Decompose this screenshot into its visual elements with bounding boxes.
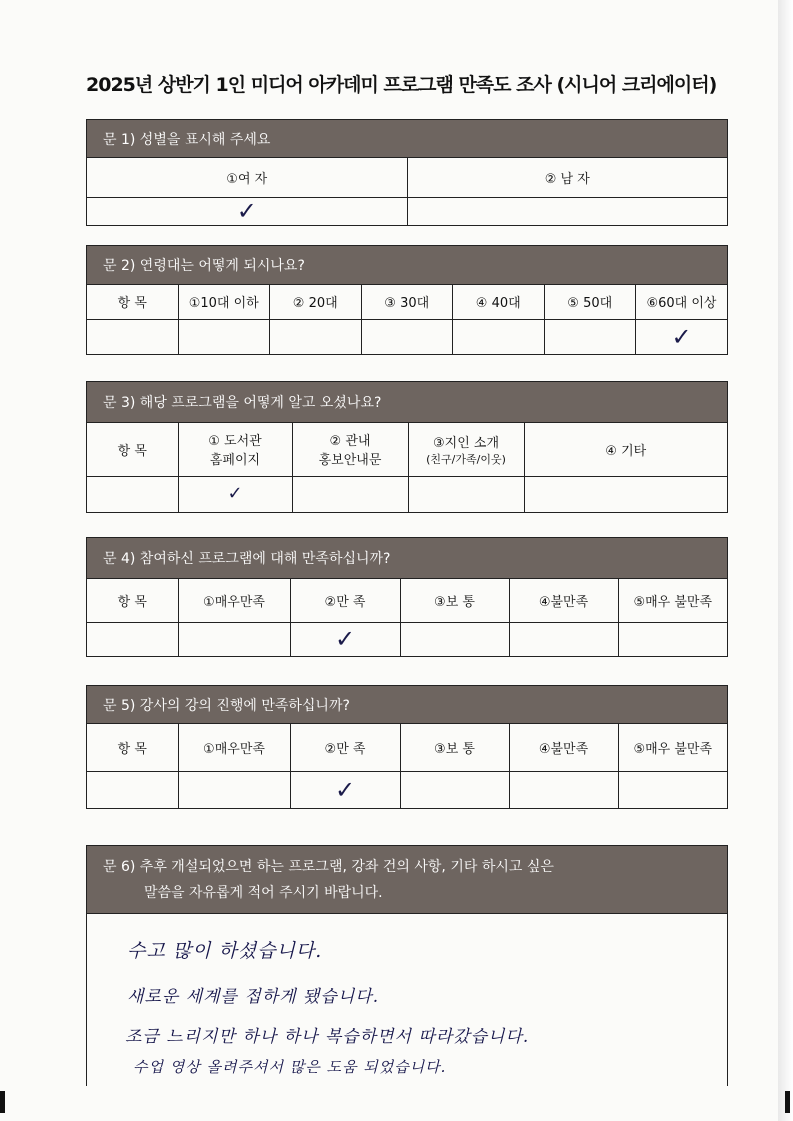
q6-answer-area[interactable] [87, 914, 727, 1086]
q3-option-1[interactable] [178, 423, 292, 476]
question-2-header [87, 246, 727, 285]
q4-answer-5[interactable] [618, 622, 727, 656]
q3-option-1-line2: 홈페이지 [209, 453, 261, 469]
q2-option-2[interactable]: ② 20대 [270, 285, 362, 319]
q3-option-2[interactable] [292, 423, 408, 476]
question-1 [86, 119, 728, 226]
q2-answer-5[interactable] [544, 319, 636, 354]
q2-item-header: 항 목 [87, 285, 178, 319]
q3-option-2-line1: ② 관내 [329, 434, 371, 450]
question-5 [86, 685, 728, 809]
question-4-label: 문 4) 참여하신 프로그램에 대해 만족하십니까? [103, 551, 391, 567]
question-2-table [87, 285, 727, 354]
q4-option-4[interactable]: ④불만족 [509, 579, 618, 622]
q5-answer-3[interactable] [400, 771, 509, 808]
q2-answer-item [87, 319, 178, 354]
q1-option-male[interactable]: ② 남 자 [407, 158, 727, 197]
q3-item-header: 항 목 [87, 423, 178, 476]
q3-option-3-line2: (친구/가족/이웃) [426, 452, 506, 466]
question-3-table [87, 423, 727, 512]
q3-option-4[interactable] [524, 423, 727, 476]
q4-option-5[interactable]: ⑤매우 불만족 [618, 579, 727, 622]
q1-answer-male[interactable] [407, 197, 727, 225]
q5-option-1[interactable]: ①매우만족 [178, 724, 290, 771]
question-4-table [87, 579, 727, 656]
question-3-header [87, 382, 727, 423]
question-6-label-line1: 문 6) 추후 개설되었으면 하는 프로그램, 강좌 건의 사항, 기타 하시고 싶은 [103, 858, 554, 875]
q6-handwritten-line-3: 조금 느리지만 하나 하나 복습하면서 따라갔습니다. [125, 1027, 530, 1047]
q4-option-3[interactable]: ③보 통 [400, 579, 509, 622]
question-3-label: 문 3) 해당 프로그램을 어떻게 알고 오셨나요? [103, 395, 382, 411]
q6-handwritten-line-2: 새로운 세계를 접하게 됐습니다. [127, 987, 380, 1007]
q6-handwritten-line-1: 수고 많이 하셨습니다. [127, 940, 323, 962]
survey-title: 2025년 상반기 1인 미디어 아카데미 프로그램 만족도 조사 (시니어 크리에이터) [86, 74, 717, 96]
q4-option-1[interactable]: ①매우만족 [178, 579, 290, 622]
q2-answer-3[interactable] [361, 319, 453, 354]
scan-mark-left [0, 1091, 5, 1113]
q2-answer-6[interactable] [636, 319, 728, 354]
question-6-header [87, 846, 727, 914]
q3-option-2-line2: 홍보안내문 [318, 453, 382, 469]
question-4 [86, 537, 728, 657]
q6-handwritten-line-4: 수업 영상 올려주셔서 많은 도움 되었습니다. [133, 1058, 447, 1076]
question-5-label: 문 5) 강사의 강의 진행에 만족하십니까? [103, 697, 350, 714]
paper-edge [778, 0, 793, 1121]
q3-answer-item [87, 476, 178, 512]
q4-answer-item [87, 622, 178, 656]
q5-item-header: 항 목 [87, 724, 178, 771]
question-5-table [87, 724, 727, 808]
q3-answer-4[interactable] [524, 476, 727, 512]
check-mark-icon: ✓ [236, 197, 257, 226]
scan-mark-right [785, 1091, 790, 1113]
q5-answer-5[interactable] [618, 771, 727, 808]
check-mark-icon: ✓ [671, 322, 692, 351]
check-mark-icon: ✓ [334, 775, 356, 804]
question-5-header [87, 686, 727, 724]
check-mark-icon: ✓ [227, 483, 243, 505]
q5-option-3[interactable]: ③보 통 [400, 724, 509, 771]
q3-answer-1[interactable] [178, 476, 292, 512]
q2-option-4[interactable]: ④ 40대 [453, 285, 545, 319]
q5-answer-item [87, 771, 178, 808]
q3-option-4-line1: ④ 기타 [605, 443, 647, 459]
q1-answer-female[interactable] [87, 197, 407, 225]
question-1-label: 문 1) 성별을 표시해 주세요 [103, 131, 271, 148]
question-6 [86, 845, 728, 1086]
q4-item-header: 항 목 [87, 579, 178, 622]
q2-option-3[interactable]: ③ 30대 [361, 285, 453, 319]
question-6-label-line2: 말씀을 자유롭게 적어 주시기 바랍니다. [144, 884, 383, 901]
q5-option-2[interactable]: ②만 족 [290, 724, 400, 771]
q4-option-2[interactable]: ②만 족 [290, 579, 400, 622]
q3-option-3[interactable] [408, 423, 524, 476]
q5-answer-2[interactable] [290, 771, 400, 808]
q2-answer-4[interactable] [453, 319, 545, 354]
q2-answer-2[interactable] [270, 319, 362, 354]
question-4-header [87, 538, 727, 579]
q3-answer-2[interactable] [292, 476, 408, 512]
q2-option-5[interactable]: ⑤ 50대 [544, 285, 636, 319]
q3-answer-3[interactable] [408, 476, 524, 512]
q2-answer-1[interactable] [178, 319, 270, 354]
q3-option-3-line1: ③지인 소개 [432, 435, 500, 451]
q3-option-1-line1: ① 도서관 [208, 434, 262, 450]
q1-option-female[interactable]: ①여 자 [87, 158, 407, 197]
q5-answer-1[interactable] [178, 771, 290, 808]
q4-answer-3[interactable] [400, 622, 509, 656]
q5-answer-4[interactable] [509, 771, 618, 808]
q4-answer-2[interactable] [290, 622, 400, 656]
question-2-label: 문 2) 연령대는 어떻게 되시나요? [103, 258, 305, 274]
question-2 [86, 245, 728, 355]
q2-option-1[interactable]: ①10대 이하 [178, 285, 270, 319]
question-3 [86, 381, 728, 513]
check-mark-icon: ✓ [334, 625, 356, 654]
q4-answer-1[interactable] [178, 622, 290, 656]
q4-answer-4[interactable] [509, 622, 618, 656]
question-1-header [87, 120, 727, 158]
question-1-table [87, 158, 727, 225]
q5-option-4[interactable]: ④불만족 [509, 724, 618, 771]
q2-option-6[interactable]: ⑥60대 이상 [636, 285, 728, 319]
q5-option-5[interactable]: ⑤매우 불만족 [618, 724, 727, 771]
